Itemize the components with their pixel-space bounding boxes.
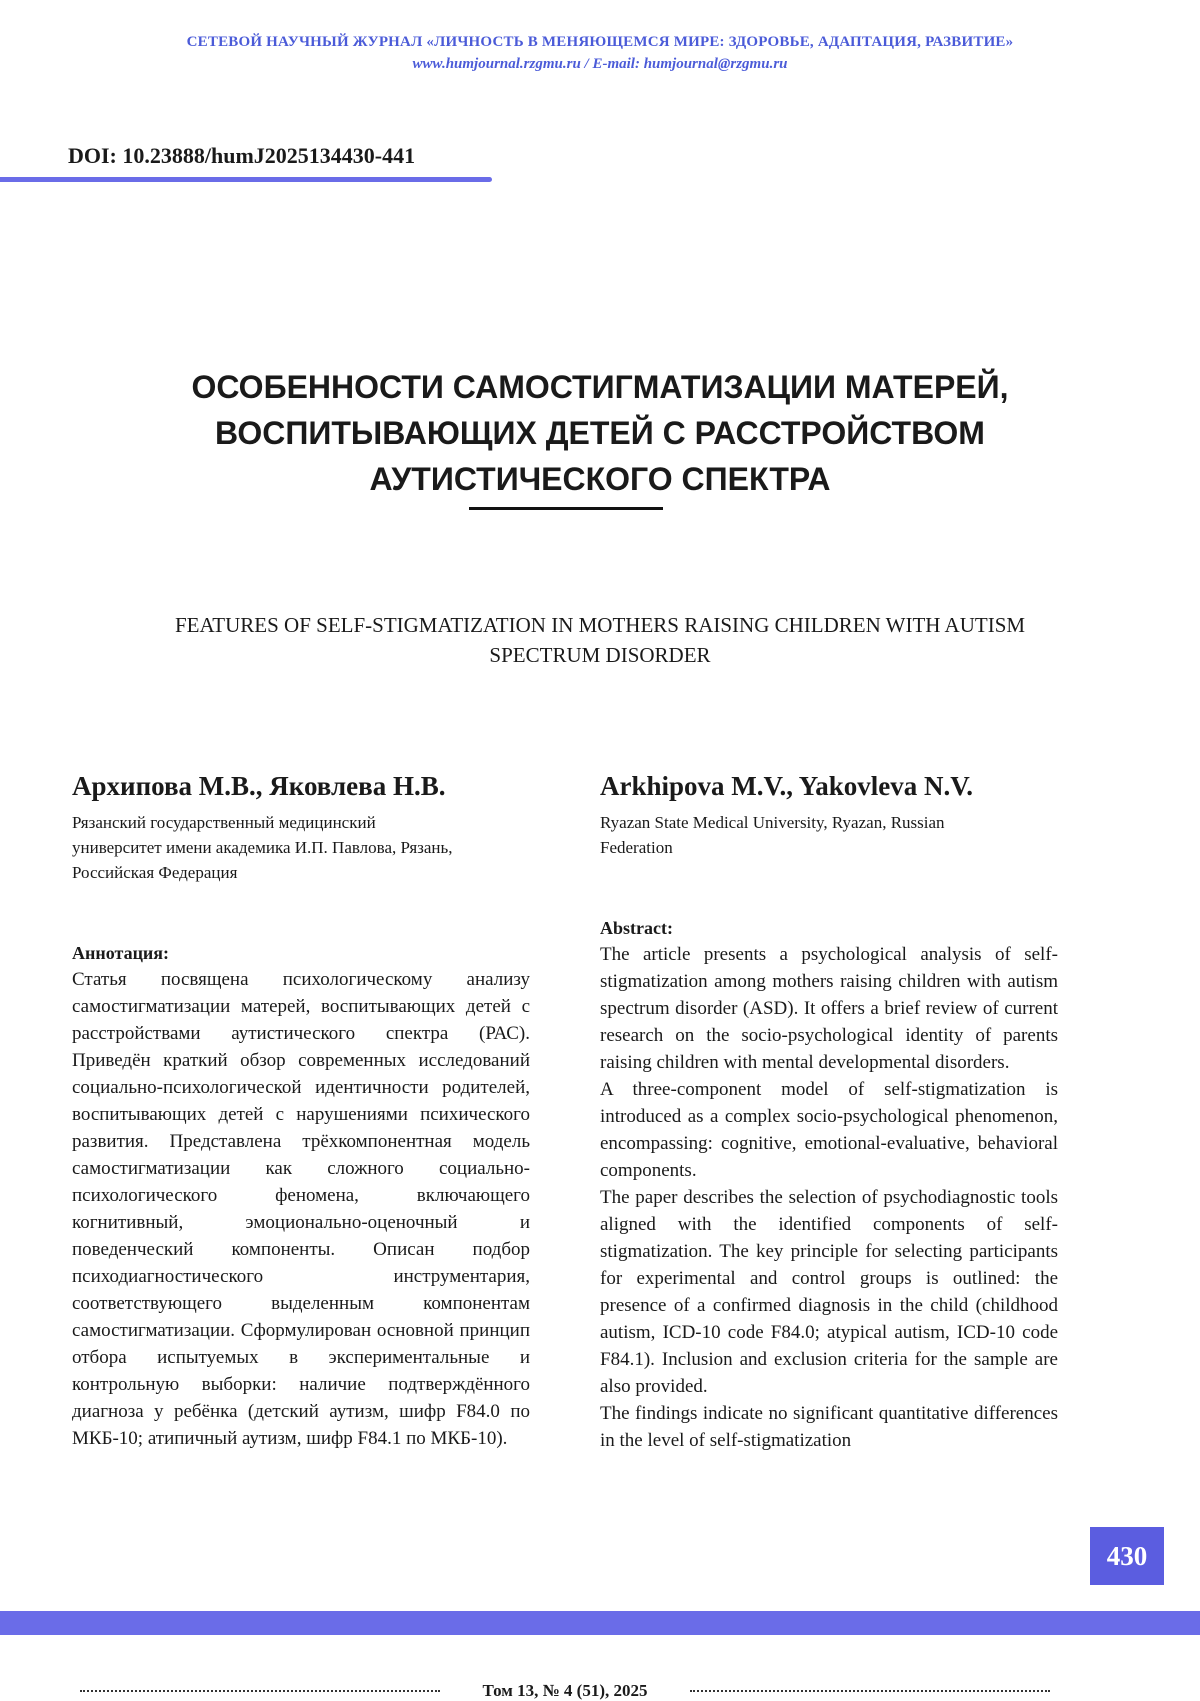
abstract-text-ru: Статья посвящена психологическому анализу самостигматизации матерей, воспитывающих детей с расстройствами аутистического спектра (РАС). Приведён краткий обзор современных исследований социально-психологической идентичности родителей, воспитывающих детей с нарушениями психического развития. Представлена трёхкомпонентная модель самостигматизации как сложного социально-психологического феномена, включающего когнитивный, эмоционально-оценочный и поведенческий компоненты. Описан подбор психодиагностического инструментария, соответствующего выделенным компонентам самостигматизации. Сформулирован основной принцип отбора испытуемых в экспериментальные и контрольную выборки: наличие подтверждённого диагноза у ребёнка (детский аутизм, шифр F84.0 по МКБ-10; атипичный аутизм, шифр F84.1 по МКБ-10). bbox=[72, 969, 530, 1449]
left-column bbox=[72, 770, 530, 1452]
title-en-line: SPECTRUM DISORDER bbox=[489, 643, 711, 667]
footer-dots-left bbox=[80, 1690, 440, 1692]
abstract-paragraph: The paper describes the selection of psychodiagnostic tools aligned with the identified components of self-stigmatization. The key principle for selecting participants for experimental and control groups is outlined: the presence of a confirmed diagnosis in the child (childhood autism, ICD-10 code F84.0; atypical autism, ICD-10 code F84.1). Inclusion and exclusion criteria for the sample are also provided. bbox=[600, 1187, 1058, 1397]
abstract-heading-ru: Аннотация: bbox=[72, 943, 170, 963]
affiliation-line: Federation bbox=[600, 838, 673, 857]
abstract-text-en bbox=[600, 941, 1058, 1454]
footer-issue: Том 13, № 4 (51), 2025 bbox=[482, 1681, 648, 1700]
title-ru bbox=[80, 364, 1120, 502]
affiliation-line: Рязанский государственный медицинский bbox=[72, 813, 376, 832]
journal-title: СЕТЕВОЙ НАУЧНЫЙ ЖУРНАЛ «ЛИЧНОСТЬ В МЕНЯЮЩЕМСЯ МИРЕ: ЗДОРОВЬЕ, АДАПТАЦИЯ, РАЗВИТИЕ» bbox=[186, 34, 1014, 50]
right-column bbox=[600, 770, 1058, 1454]
footer-band bbox=[0, 1611, 1200, 1635]
page-number: 430 bbox=[1090, 1527, 1164, 1585]
authors-en: Arkhipova M.V., Yakovleva N.V. bbox=[600, 771, 974, 801]
affiliation-ru bbox=[72, 810, 530, 885]
affiliation-line: Ryazan State Medical University, Ryazan, Russian bbox=[600, 813, 945, 832]
title-en bbox=[80, 610, 1120, 670]
footer-dots-right bbox=[690, 1690, 1050, 1692]
affiliation-line: Российская Федерация bbox=[72, 863, 238, 882]
title-ru-line: ОСОБЕННОСТИ САМОСТИГМАТИЗАЦИИ МАТЕРЕЙ, bbox=[191, 369, 1009, 405]
doi-underline bbox=[0, 177, 492, 182]
doi: DOI: 10.23888/humJ2025134430-441 bbox=[68, 143, 416, 168]
title-divider bbox=[469, 507, 663, 510]
authors-ru: Архипова М.В., Яковлева Н.В. bbox=[72, 771, 446, 801]
abstract-paragraph: A three-component model of self-stigmatization is introduced as a complex socio-psychological phenomenon, encompassing: cognitive, emotional-evaluative, behavioral components. bbox=[600, 1079, 1058, 1181]
journal-links: www.humjournal.rzgmu.ru / E-mail: humjournal@rzgmu.ru bbox=[412, 56, 788, 72]
abstract-heading-en: Abstract: bbox=[600, 918, 673, 938]
affiliation-line: университет имени академика И.П. Павлова, Рязань, bbox=[72, 838, 453, 857]
title-ru-line: ВОСПИТЫВАЮЩИХ ДЕТЕЙ С РАССТРОЙСТВОМ bbox=[215, 415, 985, 451]
title-en-line: FEATURES OF SELF-STIGMATIZATION IN MOTHERS RAISING CHILDREN WITH AUTISM bbox=[174, 613, 1026, 637]
abstract-paragraph: The findings indicate no significant quantitative differences in the level of self-stigmatization bbox=[600, 1403, 1058, 1451]
title-ru-line: АУТИСТИЧЕСКОГО СПЕКТРА bbox=[369, 461, 831, 497]
abstract-paragraph: The article presents a psychological analysis of self-stigmatization among mothers raising children with autism spectrum disorder (ASD). It offers a brief review of current research on the socio-psychological identity of parents raising children with mental developmental disorders. bbox=[600, 944, 1058, 1073]
affiliation-en bbox=[600, 810, 1058, 860]
